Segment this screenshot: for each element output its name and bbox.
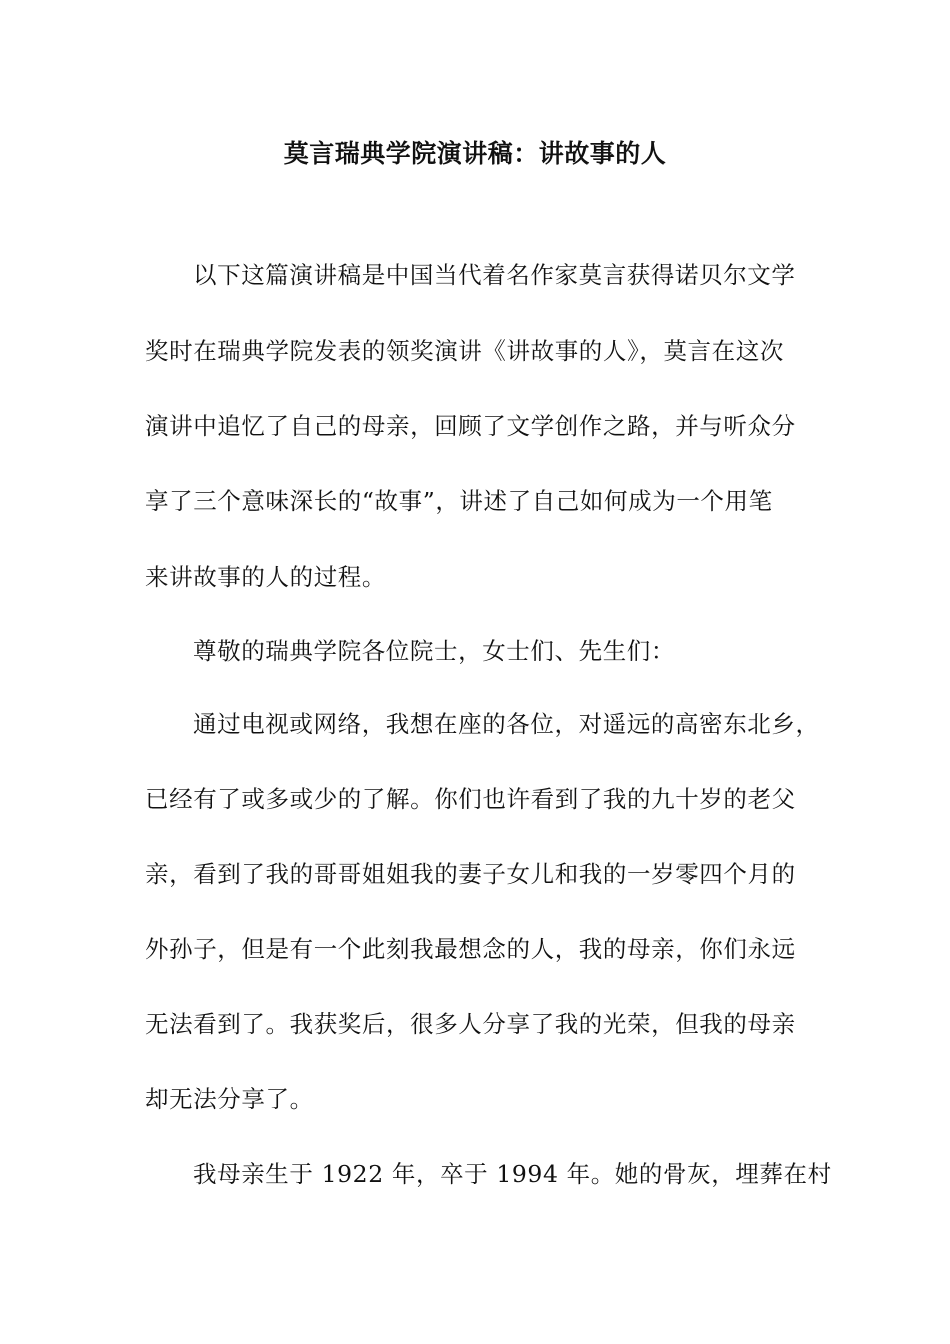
- salutation-line: 尊敬的瑞典学院各位院士，女士们、先生们：: [193, 637, 675, 665]
- paragraph-line: 享了三个意味深长的“故事”，讲述了自己如何成为一个用笔: [145, 487, 773, 515]
- paragraph-line: 已经有了或多或少的了解。你们也许看到了我的九十岁的老父: [145, 785, 796, 813]
- paragraph-line: 却无法分享了。: [145, 1085, 314, 1113]
- paragraph-line: 演讲中追忆了自己的母亲，回顾了文学创作之路，并与听众分: [145, 412, 796, 440]
- paragraph-line: 无法看到了。我获奖后，很多人分享了我的光荣，但我的母亲: [145, 1010, 796, 1038]
- paragraph-line: 奖时在瑞典学院发表的领奖演讲《讲故事的人》，莫言在这次: [145, 337, 784, 365]
- paragraph-line: 通过电视或网络，我想在座的各位，对遥远的高密东北乡，: [193, 710, 820, 738]
- paragraph-line: 来讲故事的人的过程。: [145, 563, 386, 591]
- paragraph-line: 我母亲生于 1922 年，卒于 1994 年。她的骨灰，埋葬在村: [193, 1160, 832, 1188]
- document-title: 莫言瑞典学院演讲稿：讲故事的人: [283, 139, 667, 168]
- paragraph-line: 外孙子，但是有一个此刻我最想念的人，我的母亲，你们永远: [145, 935, 796, 963]
- paragraph-line: 以下这篇演讲稿是中国当代着名作家莫言获得诺贝尔文学: [193, 261, 796, 289]
- paragraph-line: 亲，看到了我的哥哥姐姐我的妻子女儿和我的一岁零四个月的: [145, 860, 796, 888]
